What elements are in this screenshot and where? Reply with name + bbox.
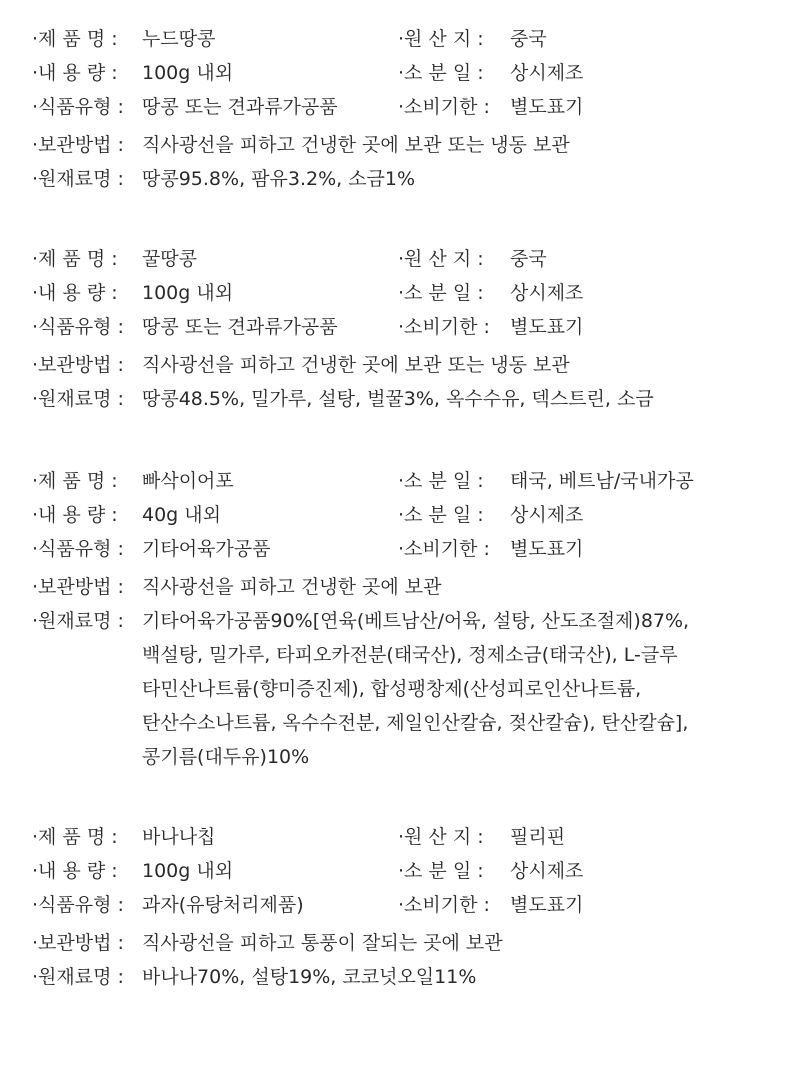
row-type-expiry <box>32 90 782 124</box>
sub-value: 상시제조 <box>510 282 584 304</box>
row-type-expiry <box>32 532 782 566</box>
ingredients-label: ·원재료명 : <box>32 388 124 410</box>
content-label: ·내 용 량 : <box>32 282 118 304</box>
product-block-3 <box>32 464 782 774</box>
storage-value: 직사광선을 피하고 건냉한 곳에 보관 또는 냉동 보관 <box>142 354 570 376</box>
name-label: ·제 품 명 : <box>32 28 118 50</box>
row-storage <box>32 570 782 604</box>
row-name-origin <box>32 242 782 276</box>
sub-label: ·소 분 일 : <box>398 860 484 882</box>
type-value: 기타어육가공품 <box>142 538 271 560</box>
type-label: ·식품유형 : <box>32 96 124 118</box>
row-content-sub <box>32 276 782 310</box>
product-name: 빠삭이어포 <box>142 470 234 492</box>
ingredients-label: ·원재료명 : <box>32 610 124 632</box>
product-block-4 <box>32 820 782 994</box>
sub-value: 상시제조 <box>510 62 584 84</box>
row-type-expiry <box>32 888 782 922</box>
origin-label: ·원 산 지 : <box>398 248 484 270</box>
origin-value: 중국 <box>510 28 547 50</box>
expiry-value: 별도표기 <box>510 96 584 118</box>
row-content-sub <box>32 56 782 90</box>
storage-value: 직사광선을 피하고 건냉한 곳에 보관 <box>142 576 442 598</box>
origin-label: ·원 산 지 : <box>398 826 484 848</box>
content-value: 100g 내외 <box>142 282 234 304</box>
storage-label: ·보관방법 : <box>32 134 124 156</box>
storage-label: ·보관방법 : <box>32 354 124 376</box>
row-ingredients <box>32 382 782 416</box>
row-ingredients <box>32 960 782 994</box>
row-name-origin <box>32 22 782 56</box>
name-label: ·제 품 명 : <box>32 248 118 270</box>
ingredients-line: 기타어육가공품90%[연육(베트남산/어육, 설탕, 산도조절제)87%, <box>142 610 690 632</box>
sub-label: ·소 분 일 : <box>398 62 484 84</box>
ingredients-line: 땅콩95.8%, 팜유3.2%, 소금1% <box>142 168 416 190</box>
sub-label: ·소 분 일 : <box>398 282 484 304</box>
expiry-label: ·소비기한 : <box>398 316 490 338</box>
expiry-label: ·소비기한 : <box>398 538 490 560</box>
content-label: ·내 용 량 : <box>32 504 118 526</box>
row-storage <box>32 348 782 382</box>
expiry-label: ·소비기한 : <box>398 894 490 916</box>
ingredients-line: 콩기름(대두유)10% <box>142 746 310 768</box>
row-ingredients <box>32 162 782 196</box>
product-block-2 <box>32 242 782 416</box>
row-storage <box>32 128 782 162</box>
ingredients-line: 타민산나트륨(향미증진제), 합성팽창제(산성피로인산나트륨, <box>142 678 642 700</box>
sub-value: 상시제조 <box>510 504 584 526</box>
content-value: 100g 내외 <box>142 860 234 882</box>
origin-label: ·소 분 일 : <box>398 470 484 492</box>
expiry-value: 별도표기 <box>510 538 584 560</box>
ingredients-line: 백설탕, 밀가루, 타피오카전분(태국산), 정제소금(태국산), L-글루 <box>142 644 678 666</box>
name-label: ·제 품 명 : <box>32 826 118 848</box>
type-label: ·식품유형 : <box>32 316 124 338</box>
storage-label: ·보관방법 : <box>32 932 124 954</box>
row-content-sub <box>32 854 782 888</box>
product-block-1 <box>32 22 782 196</box>
storage-label: ·보관방법 : <box>32 576 124 598</box>
expiry-label: ·소비기한 : <box>398 96 490 118</box>
expiry-value: 별도표기 <box>510 894 584 916</box>
storage-value: 직사광선을 피하고 통풍이 잘되는 곳에 보관 <box>142 932 503 954</box>
sub-label: ·소 분 일 : <box>398 504 484 526</box>
content-value: 100g 내외 <box>142 62 234 84</box>
type-value: 과자(유탕처리제품) <box>142 894 304 916</box>
product-name: 꿀땅콩 <box>142 248 198 270</box>
product-name: 바나나칩 <box>142 826 216 848</box>
content-label: ·내 용 량 : <box>32 860 118 882</box>
row-ingredients <box>32 604 782 774</box>
origin-label: ·원 산 지 : <box>398 28 484 50</box>
ingredients-line: 바나나70%, 설탕19%, 코코넛오일11% <box>142 966 477 988</box>
origin-value: 필리핀 <box>510 826 566 848</box>
row-storage <box>32 926 782 960</box>
type-label: ·식품유형 : <box>32 894 124 916</box>
row-name-origin <box>32 464 782 498</box>
type-value: 땅콩 또는 견과류가공품 <box>142 96 338 118</box>
ingredients-line: 땅콩48.5%, 밀가루, 설탕, 벌꿀3%, 옥수수유, 덱스트린, 소금 <box>142 388 654 410</box>
type-label: ·식품유형 : <box>32 538 124 560</box>
expiry-value: 별도표기 <box>510 316 584 338</box>
row-content-sub <box>32 498 782 532</box>
content-label: ·내 용 량 : <box>32 62 118 84</box>
origin-value: 태국, 베트남/국내가공 <box>510 470 694 492</box>
ingredients-label: ·원재료명 : <box>32 966 124 988</box>
name-label: ·제 품 명 : <box>32 470 118 492</box>
product-name: 누드땅콩 <box>142 28 216 50</box>
row-type-expiry <box>32 310 782 344</box>
type-value: 땅콩 또는 견과류가공품 <box>142 316 338 338</box>
sub-value: 상시제조 <box>510 860 584 882</box>
content-value: 40g 내외 <box>142 504 221 526</box>
storage-value: 직사광선을 피하고 건냉한 곳에 보관 또는 냉동 보관 <box>142 134 570 156</box>
ingredients-label: ·원재료명 : <box>32 168 124 190</box>
row-name-origin <box>32 820 782 854</box>
ingredients-line: 탄산수소나트륨, 옥수수전분, 제일인산칼슘, 젖산칼슘), 탄산칼슘], <box>142 712 689 734</box>
origin-value: 중국 <box>510 248 547 270</box>
